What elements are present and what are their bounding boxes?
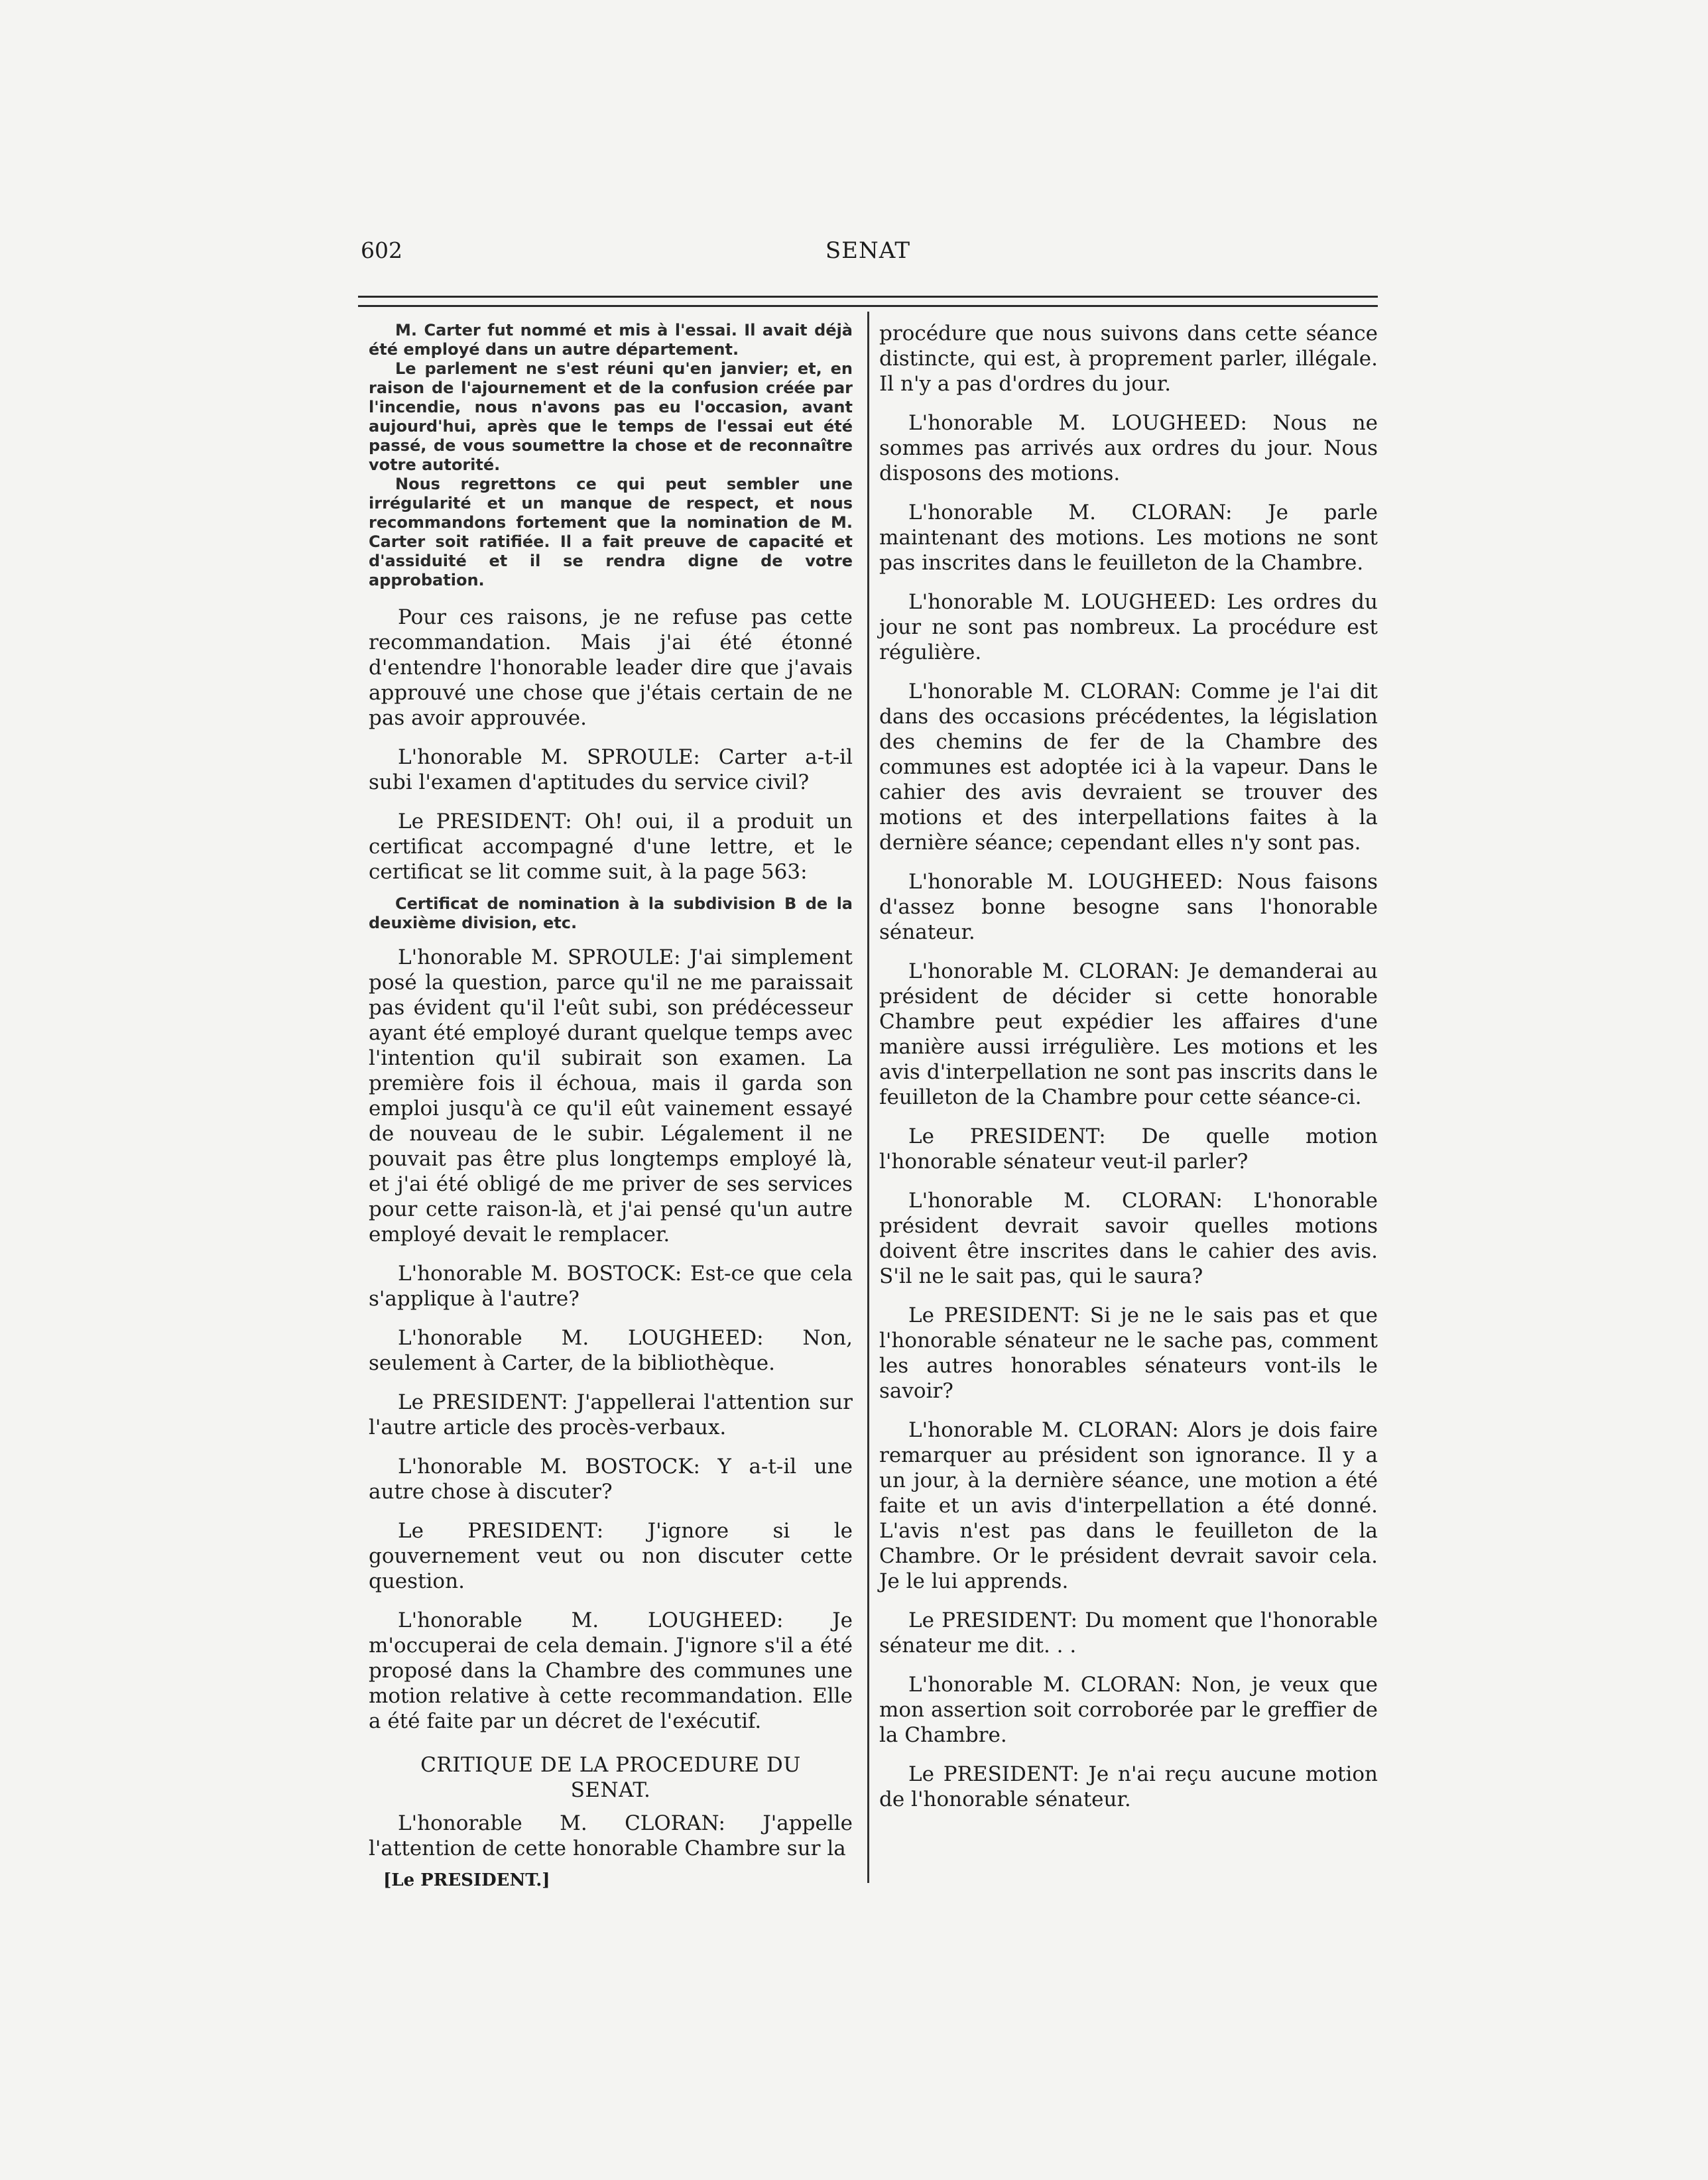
paragraph: L'honorable M. SPROULE: Carter a-t-il subi l'examen d'aptitudes du service civil? (369, 745, 853, 794)
paragraph: L'honorable M. CLORAN: Je parle maintenant des motions. Les motions ne sont pas inscrites dans le feuilleton de la Chambre. (879, 501, 1378, 575)
page-number: 602 (361, 237, 402, 263)
paragraph: L'honorable M. CLORAN: Je demanderai au président de décider si cette honorable Chambre peut expédier les affaires d'une manière aussi irrégulière. Les motions et les avis d'interpellation ne sont pas inscrits dans le feuilleton de la Chambre pour cette séance-ci. (879, 959, 1378, 1109)
column-divider (867, 312, 869, 1883)
paragraph: L'honorable M. CLORAN: L'honorable président devrait savoir quelles motions doivent être inscrites dans le cahier des avis. S'il ne le sait pas, qui le saura? (879, 1189, 1378, 1288)
paragraph: Le PRESIDENT: De quelle motion l'honorable sénateur veut-il parler? (879, 1124, 1378, 1174)
paragraph: L'honorable M. LOUGHEED: Non, seulement à Carter, de la bibliothèque. (369, 1326, 853, 1375)
paragraph: Le PRESIDENT: J'ignore si le gouvernement veut ou non discuter cette question. (369, 1519, 853, 1593)
paragraph: L'honorable M. LOUGHEED: Je m'occuperai de cela demain. J'ignore s'il a été proposé dans la Chambre des communes une motion relative à cette recommandation. Elle a été faite par un décret de l'exécutif. (369, 1608, 853, 1733)
certificate-quote: Certificat de nomination à la subdivision B de la deuxième division, etc. (369, 894, 853, 932)
paragraph: L'honorable M. SPROULE: J'ai simplement posé la question, parce qu'il ne me paraissait pas évident qu'il l'eût subi, son prédécesseur ayant été employé durant quelque temps avec l'intention qu'il subirait son examen. La première fois il échoua, mais il garda son emploi jusqu'à ce qu'il eût vainement essayé de nouveau de le subir. Légalement il ne pouvait pas être plus longtemps employé là, et j'ai été obligé de me priver de ses services pour cette raison-là, et j'ai pensé qu'un autre employé devait le remplacer. (369, 945, 853, 1246)
paragraph: L'honorable M. CLORAN: Alors je dois faire remarquer au président son ignorance. Il y a un jour, à la dernière séance, une motion a été faite et un avis d'interpellation a été donné. L'avis n'est pas dans le feuilleton de la Chambre. Or le président devrait savoir cela. Je le lui apprends. (879, 1418, 1378, 1593)
paragraph: Le PRESIDENT: Si je ne le sais pas et que l'honorable sénateur ne le sache pas, comment les autres honorables sénateurs vont-ils le savoir? (879, 1303, 1378, 1403)
paragraph: L'honorable M. CLORAN: J'appelle l'attention de cette honorable Chambre sur la (369, 1811, 853, 1860)
quote-paragraph: M. Carter fut nommé et mis à l'essai. Il avait déjà été employé dans un autre département. (369, 321, 853, 359)
paragraph: Le PRESIDENT: Oh! oui, il a produit un certificat accompagné d'une lettre, et le certificat se lit comme suit, à la page 563: (369, 810, 853, 884)
paragraph: L'honorable M. LOUGHEED: Nous faisons d'assez bonne besogne sans l'honorable sénateur. (879, 870, 1378, 944)
header-rule-bottom (358, 305, 1378, 307)
quote-paragraph: Nous regrettons ce qui peut sembler une irrégularité et un manque de respect, et nous recommandons fortement que la nomination de M. Carter soit ratifiée. Il a fait preuve de capacité et d'assiduité et il se rendra digne de votre approbation. (369, 475, 853, 589)
page-header (358, 237, 1378, 271)
paragraph: L'honorable M. LOUGHEED: Les ordres du jour ne sont pas nombreux. La procédure est régulière. (879, 590, 1378, 664)
paragraph: L'honorable M. LOUGHEED: Nous ne sommes pas arrivés aux ordres du jour. Nous disposons des motions. (879, 411, 1378, 485)
paragraph: Pour ces raisons, je ne refuse pas cette recommandation. Mais j'ai été étonné d'entendre l'honorable leader dire que j'avais approuvé une chose que j'étais certain de ne pas avoir approuvée. (369, 605, 853, 730)
paragraph: Le PRESIDENT: J'appellerai l'attention sur l'autre article des procès-verbaux. (369, 1390, 853, 1439)
left-column (369, 321, 853, 1890)
speaker-footer-note: [Le PRESIDENT.] (383, 1870, 550, 1890)
paragraph: L'honorable M. BOSTOCK: Y a-t-il une autre chose à discuter? (369, 1455, 853, 1504)
right-column (879, 321, 1378, 1826)
section-heading-line: CRITIQUE DE LA PROCEDURE DU (420, 1753, 801, 1777)
paragraph: L'honorable M. CLORAN: Comme je l'ai dit dans des occasions précédentes, la législation des chemins de fer de la Chambre des communes est adoptée ici à la vapeur. Dans le cahier des avis devraient se trouver des motions et des interpellations faites à la dernière séance; cependant elles n'y sont pas. (879, 680, 1378, 855)
running-title: SENAT (825, 237, 911, 264)
section-heading (369, 1752, 853, 1803)
paragraph: Le PRESIDENT: Du moment que l'honorable sénateur me dit. . . (879, 1608, 1378, 1658)
section-heading-line: SENAT. (570, 1778, 651, 1802)
quote-paragraph: Le parlement ne s'est réuni qu'en janvier; et, en raison de l'ajournement et de la confusion créée par l'incendie, nous n'avons pas eu l'occasion, avant aujourd'hui, après que le temps de l'essai eut été passé, de vous soumettre la chose et de reconnaître votre autorité. (369, 359, 853, 474)
paragraph: Le PRESIDENT: Je n'ai reçu aucune motion de l'honorable sénateur. (879, 1762, 1378, 1811)
paragraph: L'honorable M. CLORAN: Non, je veux que mon assertion soit corroborée par le greffier de la Chambre. (879, 1673, 1378, 1747)
paragraph: L'honorable M. BOSTOCK: Est-ce que cela s'applique à l'autre? (369, 1262, 853, 1311)
header-rule-top (358, 296, 1378, 298)
continuation-paragraph: procédure que nous suivons dans cette séance distincte, qui est, à proprement parler, illégale. Il n'y a pas d'ordres du jour. (879, 322, 1378, 396)
